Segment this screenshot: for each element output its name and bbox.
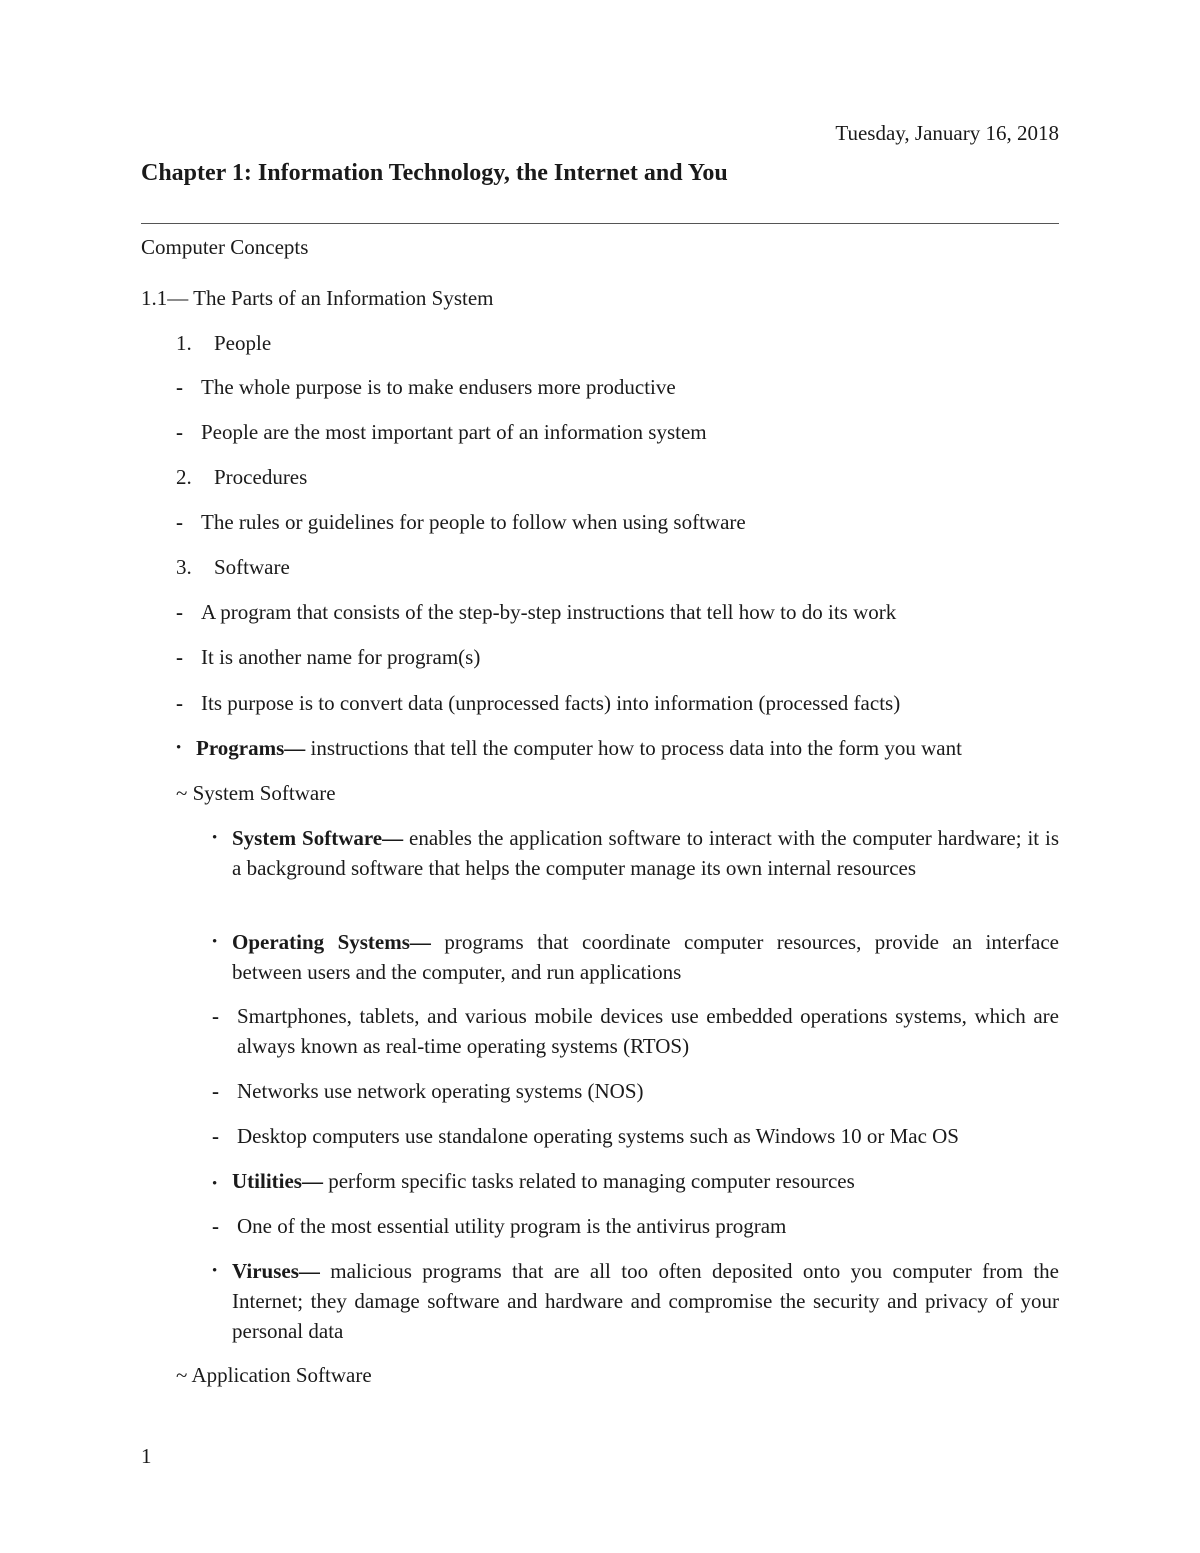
dash-marker: -: [176, 375, 183, 399]
programs-definition: • Programs— instructions that tell the computer how to process data into the form you want: [176, 733, 962, 763]
chapter-title: Chapter 1: Information Technology, the Internet and You: [141, 160, 728, 186]
dash-marker: -: [176, 691, 183, 715]
dash-marker: -: [176, 420, 183, 444]
bullet-marker: •: [212, 934, 218, 950]
title-divider: [141, 223, 1059, 224]
subsection-heading: 1.1— The Parts of an Information System: [141, 286, 494, 310]
bullet-marker: •: [212, 1263, 218, 1279]
dash-marker: -: [176, 510, 183, 534]
list-item: - Smartphones, tablets, and various mobile devices use embedded operations systems, which are always known as real-time operating systems (RTOS): [212, 1001, 1059, 1061]
application-software-heading: ~ Application Software: [176, 1363, 372, 1387]
list-item-people: [176, 328, 271, 358]
term: Programs—: [196, 736, 306, 760]
system-software-heading: ~ System Software: [176, 781, 336, 805]
operating-systems-definition: • Operating Systems— programs that coordinate computer resources, provide an interface between users and the computer, and run applications: [212, 927, 1059, 987]
viruses-definition: • Viruses— malicious programs that are all too often deposited onto you computer from the Internet; they damage software and hardware and compromise the security and privacy of your personal data: [212, 1256, 1059, 1346]
term: Viruses—: [232, 1259, 320, 1283]
dash-marker: -: [176, 645, 183, 669]
list-item: - Networks use network operating systems (NOS): [212, 1076, 644, 1106]
list-item: - A program that consists of the step-by-step instructions that tell how to do its work: [176, 597, 896, 627]
list-label: Procedures: [214, 465, 308, 489]
list-item: - One of the most essential utility program is the antivirus program: [212, 1211, 786, 1241]
dash-marker: -: [212, 1079, 219, 1103]
list-item: - It is another name for program(s): [176, 642, 480, 672]
dash-marker: -: [212, 1124, 219, 1148]
dash-marker: -: [212, 1214, 219, 1238]
list-number: 1.: [176, 331, 192, 355]
dash-marker: -: [176, 600, 183, 624]
list-item-procedures: [176, 462, 307, 492]
list-label: Software: [214, 555, 290, 579]
section-heading: Computer Concepts: [141, 235, 309, 259]
list-item: - The rules or guidelines for people to follow when using software: [176, 507, 746, 537]
list-number: 3.: [176, 555, 192, 579]
list-item: - Desktop computers use standalone operating systems such as Windows 10 or Mac OS: [212, 1121, 959, 1151]
dash-marker: -: [212, 1004, 219, 1028]
list-item: - People are the most important part of an information system: [176, 417, 707, 447]
system-software-definition: • System Software— enables the application software to interact with the computer hardware; it is a background software that helps the computer manage its own internal resources: [212, 823, 1059, 883]
list-label: People: [214, 331, 272, 355]
term: Utilities—: [232, 1169, 323, 1193]
list-item: - The whole purpose is to make endusers more productive: [176, 372, 676, 402]
bullet-marker: •: [212, 1176, 218, 1192]
list-number: 2.: [176, 465, 192, 489]
term: Operating Systems—: [232, 930, 431, 954]
utilities-definition: • Utilities— perform specific tasks related to managing computer resources: [212, 1166, 855, 1199]
document-date: Tuesday, January 16, 2018: [835, 121, 1059, 145]
list-item: - Its purpose is to convert data (unprocessed facts) into information (processed facts): [176, 688, 900, 718]
list-item-software: [176, 552, 290, 582]
term: System Software—: [232, 826, 404, 850]
page-number: 1: [141, 1444, 152, 1468]
bullet-marker: •: [176, 740, 182, 756]
bullet-marker: •: [212, 830, 218, 846]
